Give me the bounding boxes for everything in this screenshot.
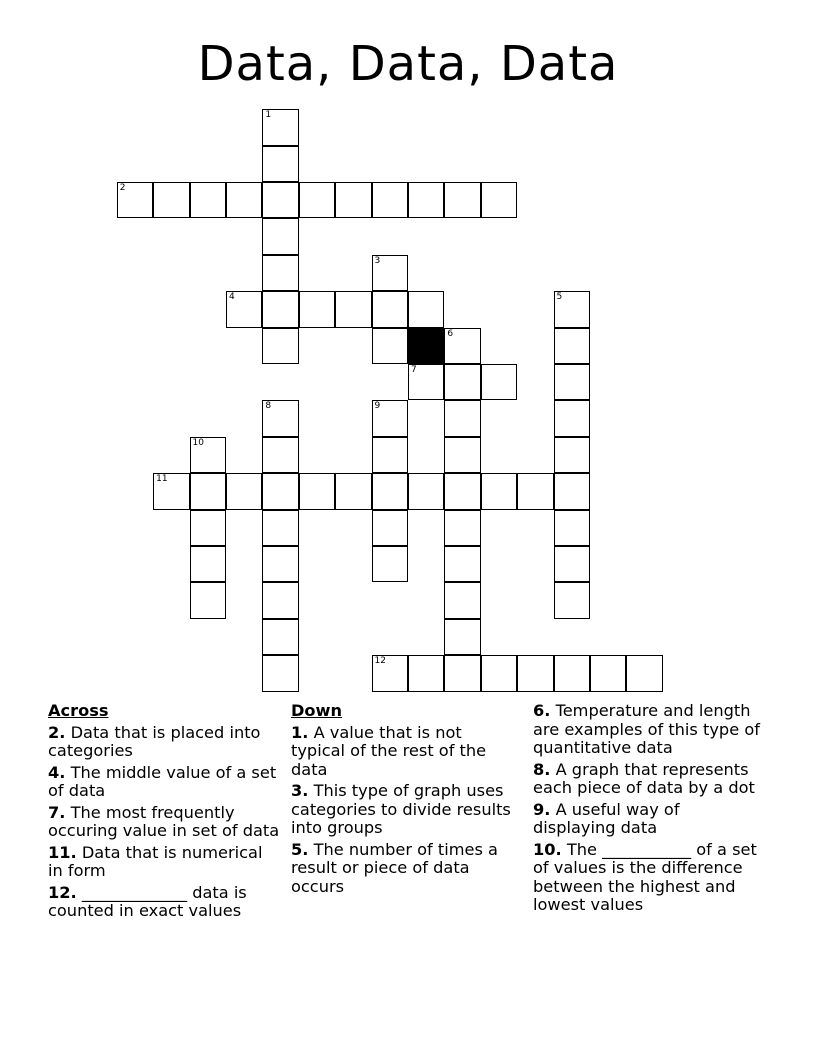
grid-cell[interactable] — [444, 655, 480, 691]
grid-cell[interactable] — [554, 328, 590, 364]
across-heading: Across — [48, 701, 109, 720]
grid-cell[interactable] — [444, 546, 480, 582]
puzzle-title: Data, Data, Data — [197, 36, 619, 92]
grid-cell[interactable] — [190, 546, 226, 582]
grid-cell[interactable] — [262, 437, 298, 473]
grid-cell[interactable] — [444, 473, 480, 509]
grid-cell[interactable] — [554, 364, 590, 400]
grid-cell[interactable] — [262, 510, 298, 546]
grid-cell[interactable] — [444, 437, 480, 473]
grid-cell[interactable] — [262, 182, 298, 218]
grid-cell[interactable] — [335, 182, 371, 218]
grid-cell[interactable] — [262, 473, 298, 509]
grid-cell[interactable] — [444, 582, 480, 618]
clue-across-2: 2. Data that is placed into categories — [48, 722, 261, 760]
clue-number: 10 — [192, 437, 204, 448]
clue-across-7: 7. The most frequently occuring value in set of data — [48, 802, 280, 840]
grid-cell[interactable] — [372, 328, 408, 364]
grid-cell[interactable] — [262, 400, 298, 436]
grid-cell[interactable] — [262, 146, 298, 182]
grid-cell[interactable] — [554, 473, 590, 509]
clue-number: 1 — [265, 110, 272, 121]
grid-cell[interactable] — [372, 546, 408, 582]
clue-down-9: 9. A useful way of displaying data — [533, 799, 680, 837]
grid-cell[interactable] — [444, 619, 480, 655]
grid-cell[interactable] — [262, 291, 298, 327]
clue-down-3: 3. This type of graph uses categories to divide results into groups — [291, 781, 511, 837]
grid-cell[interactable] — [372, 291, 408, 327]
black-cell — [408, 328, 444, 364]
grid-cell[interactable] — [372, 255, 408, 291]
grid-cell[interactable] — [554, 400, 590, 436]
grid-cell[interactable] — [262, 582, 298, 618]
grid-cell[interactable] — [153, 473, 189, 509]
grid-cell[interactable] — [554, 546, 590, 582]
grid-cell[interactable] — [626, 655, 662, 691]
grid-cell[interactable] — [153, 182, 189, 218]
grid-cell[interactable] — [226, 182, 262, 218]
clue-number: 2 — [119, 183, 126, 194]
grid-cell[interactable] — [372, 182, 408, 218]
grid-cell[interactable] — [372, 510, 408, 546]
grid-cell[interactable] — [299, 473, 335, 509]
grid-cell[interactable] — [262, 109, 298, 145]
grid-cell[interactable] — [444, 400, 480, 436]
grid-cell[interactable] — [226, 473, 262, 509]
clue-down-6: 6. Temperature and length are examples of this type of quantitative data — [533, 701, 760, 757]
grid-cell[interactable] — [262, 255, 298, 291]
grid-cell[interactable] — [481, 364, 517, 400]
clue-number: 6 — [447, 328, 454, 339]
grid-cell[interactable] — [262, 655, 298, 691]
grid-cell[interactable] — [262, 546, 298, 582]
clue-number: 8 — [265, 401, 272, 412]
clue-across-4: 4. The middle value of a set of data — [48, 762, 277, 800]
down-heading: Down — [291, 701, 343, 720]
grid-cell[interactable] — [335, 473, 371, 509]
grid-cell[interactable] — [444, 364, 480, 400]
grid-cell[interactable] — [554, 510, 590, 546]
grid-cell[interactable] — [372, 655, 408, 691]
down-clues — [291, 702, 519, 899]
grid-cell[interactable] — [408, 182, 444, 218]
grid-cell[interactable] — [262, 328, 298, 364]
grid-cell[interactable] — [554, 291, 590, 327]
grid-cell[interactable] — [190, 182, 226, 218]
clue-number: 7 — [410, 365, 417, 376]
grid-cell[interactable] — [372, 437, 408, 473]
grid-cell[interactable] — [408, 473, 444, 509]
grid-cell[interactable] — [444, 328, 480, 364]
grid-cell[interactable] — [481, 182, 517, 218]
grid-cell[interactable] — [190, 582, 226, 618]
grid-cell[interactable] — [554, 437, 590, 473]
grid-cell[interactable] — [408, 364, 444, 400]
grid-cell[interactable] — [372, 400, 408, 436]
grid-cell[interactable] — [481, 655, 517, 691]
clue-number: 4 — [228, 292, 235, 303]
clue-down-1: 1. A value that is not typical of the rest of the data — [291, 722, 487, 779]
grid-cell[interactable] — [117, 182, 153, 218]
grid-cell[interactable] — [262, 619, 298, 655]
grid-cell[interactable] — [190, 437, 226, 473]
clue-across-11: 11. Data that is numerical in form — [48, 842, 263, 880]
clue-number: 12 — [374, 656, 386, 667]
clue-down-10: 10. The ___________ of a set of values is the difference between the highest and lowest values — [533, 839, 757, 914]
clue-number: 3 — [374, 255, 381, 266]
grid-cell[interactable] — [372, 473, 408, 509]
grid-cell[interactable] — [444, 182, 480, 218]
grid-cell[interactable] — [517, 473, 553, 509]
grid-cell[interactable] — [262, 218, 298, 254]
grid-cell[interactable] — [190, 510, 226, 546]
grid-cell[interactable] — [190, 473, 226, 509]
grid-cell[interactable] — [517, 655, 553, 691]
down-clues-continued — [533, 702, 765, 918]
grid-cell[interactable] — [554, 582, 590, 618]
clue-number: 5 — [556, 292, 563, 303]
clue-number: 9 — [374, 401, 381, 412]
clue-across-12: 12. _____________ data is counted in exact values — [48, 882, 247, 920]
grid-cell[interactable] — [554, 655, 590, 691]
grid-cell[interactable] — [481, 473, 517, 509]
grid-cell[interactable] — [299, 291, 335, 327]
grid-cell[interactable] — [444, 510, 480, 546]
grid-cell[interactable] — [226, 291, 262, 327]
grid-cell[interactable] — [408, 655, 444, 691]
clue-down-8: 8. A graph that represents each piece of data by a dot — [533, 759, 755, 797]
clue-down-5: 5. The number of times a result or piece of data occurs — [291, 839, 498, 896]
clue-number: 11 — [156, 474, 168, 485]
grid-cell[interactable] — [408, 291, 444, 327]
grid-cell[interactable] — [299, 182, 335, 218]
across-clues — [48, 702, 280, 924]
grid-cell[interactable] — [590, 655, 626, 691]
grid-cell[interactable] — [335, 291, 371, 327]
